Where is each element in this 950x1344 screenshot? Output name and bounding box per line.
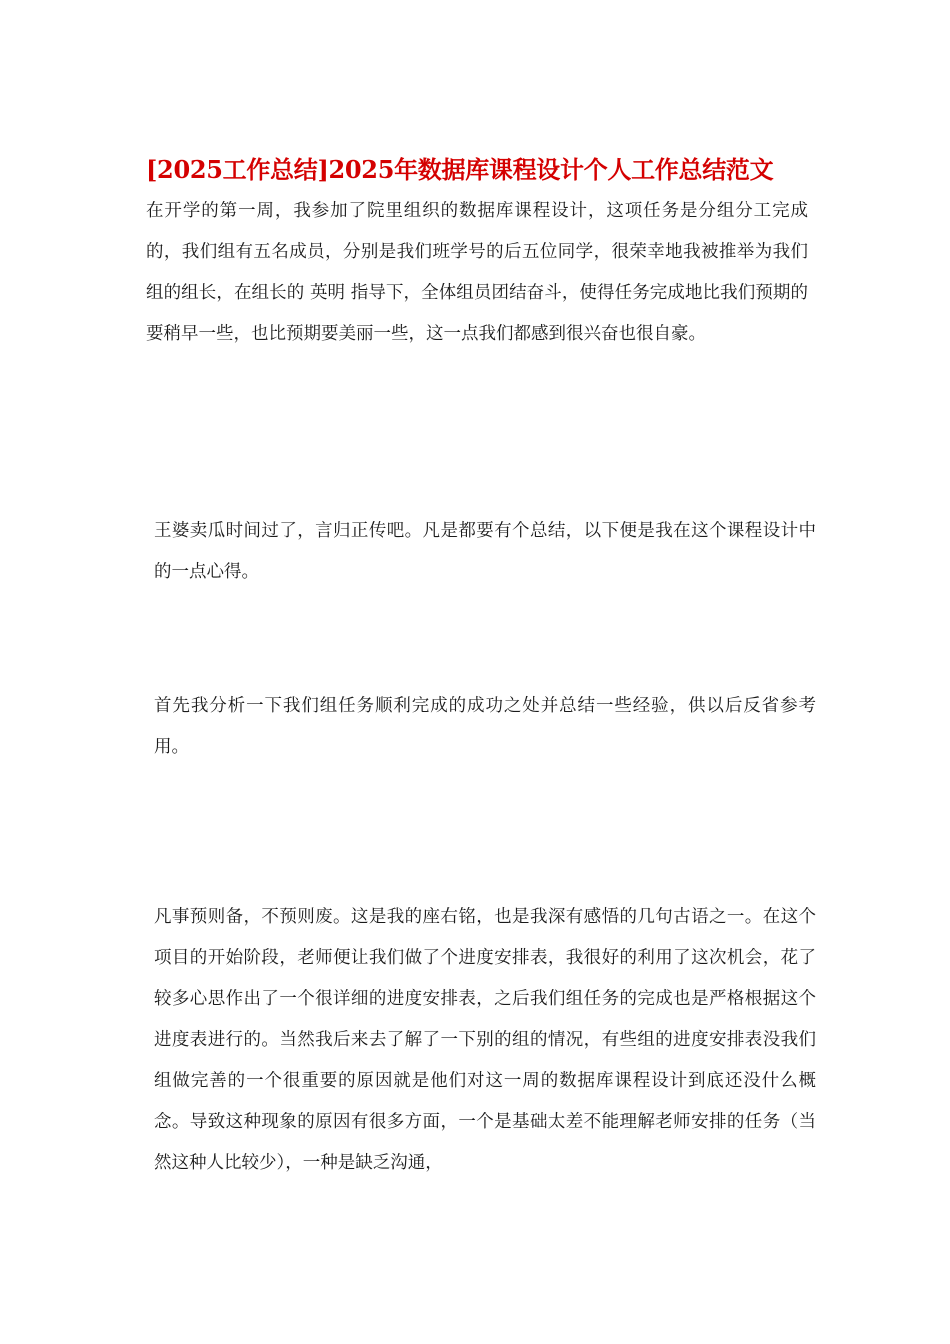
- document-title: [2025工作总结]2025年数据库课程设计个人工作总结范文: [146, 155, 774, 184]
- paragraph-analysis: 首先我分析一下我们组任务顺利完成的成功之处并总结一些经验，供以后反省参考用。: [154, 696, 816, 757]
- paragraph-intro: 在开学的第一周，我参加了院里组织的数据库课程设计，这项任务是分组分工完成的，我们组有五名成员，分别是我们班学号的后五位同学，很荣幸地我被推举为我们组的组长，在组长的 英明 指导下，全体组员团结奋斗，使得任务完成地比我们预期的要稍早一些，也比预期要美丽一些，这一点我们都感到很兴奋也很自豪。: [146, 201, 808, 344]
- paragraph-planning: 凡事预则备，不预则废。这是我的座右铭，也是我深有感悟的几句古语之一。在这个项目的开始阶段，老师便让我们做了个进度安排表，我很好的利用了这次机会，花了较多心思作出了一个很详细的进度安排表，之后我们组任务的完成也是严格根据这个进度表进行的。当然我后来去了解了一下别的组的情况，有些组的进度安排表没我们组做完善的一个很重要的原因就是他们对这一周的数据库课程设计到底还没什么概念。导致这种现象的原因有很多方面，一个是基础太差不能理解老师安排的任务（当然这种人比较少），一种是缺乏沟通，: [154, 907, 816, 1173]
- paragraph-transition: 王婆卖瓜时间过了，言归正传吧。凡是都要有个总结，以下便是我在这个课程设计中的一点心得。: [154, 521, 816, 582]
